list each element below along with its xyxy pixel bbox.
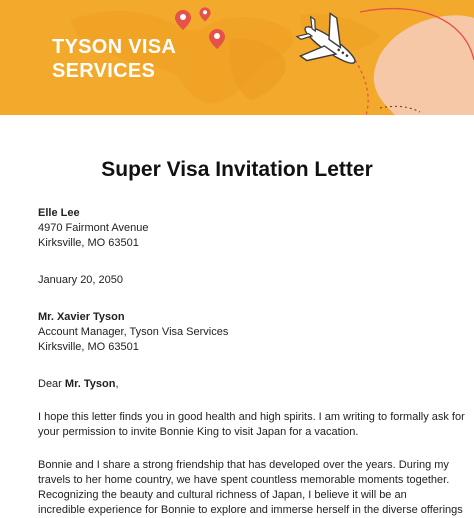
- recipient-role: Account Manager, Tyson Visa Services: [38, 326, 229, 338]
- sender-city: Kirksville, MO 63501: [38, 237, 139, 249]
- letter-date: January 20, 2050: [38, 274, 124, 286]
- paragraph-line: Recognizing the beauty and cultural richness of Japan, I believe it will be an: [38, 489, 407, 501]
- recipient-city: Kirksville, MO 63501: [38, 341, 139, 353]
- document-title: Super Visa Invitation Letter: [101, 158, 373, 181]
- paragraph: [38, 458, 463, 518]
- brand-line-2: SERVICES: [52, 60, 156, 82]
- paragraph-line: I hope this letter finds you in good health and high spirits. I am writing to formally ask for: [38, 411, 465, 423]
- map-pin-icon: [199, 7, 210, 21]
- sender-name: Elle Lee: [38, 207, 80, 219]
- flight-path-line: [352, 55, 368, 115]
- paragraph-line: travels to her home country, we have spent countless memorable moments together.: [38, 474, 450, 486]
- salutation-prefix: Dear: [38, 378, 65, 390]
- decorative-blob: [374, 15, 474, 115]
- salutation-name: Mr. Tyson: [64, 378, 116, 390]
- recipient-name: Mr. Xavier Tyson: [38, 311, 125, 323]
- brand-logo-text: [52, 35, 176, 83]
- paragraph-line: incredible experience for Bonnie to explore and immerse herself in the diverse offerings: [38, 504, 463, 516]
- header-banner: [0, 0, 474, 115]
- letter-body: [38, 206, 465, 518]
- paragraph: [38, 410, 465, 440]
- paragraph-line: Bonnie and I share a strong friendship that has developed over the years. During my: [38, 459, 449, 471]
- salutation-suffix: ,: [115, 378, 119, 390]
- salutation: [38, 377, 458, 392]
- recipient-block: [38, 310, 458, 355]
- brand-line-1: TYSON VISA: [52, 36, 177, 58]
- paragraph-line: your permission to invite Bonnie King to visit Japan for a vacation.: [38, 426, 359, 438]
- sender-street: 4970 Fairmont Avenue: [38, 222, 149, 234]
- sender-block: [38, 206, 458, 251]
